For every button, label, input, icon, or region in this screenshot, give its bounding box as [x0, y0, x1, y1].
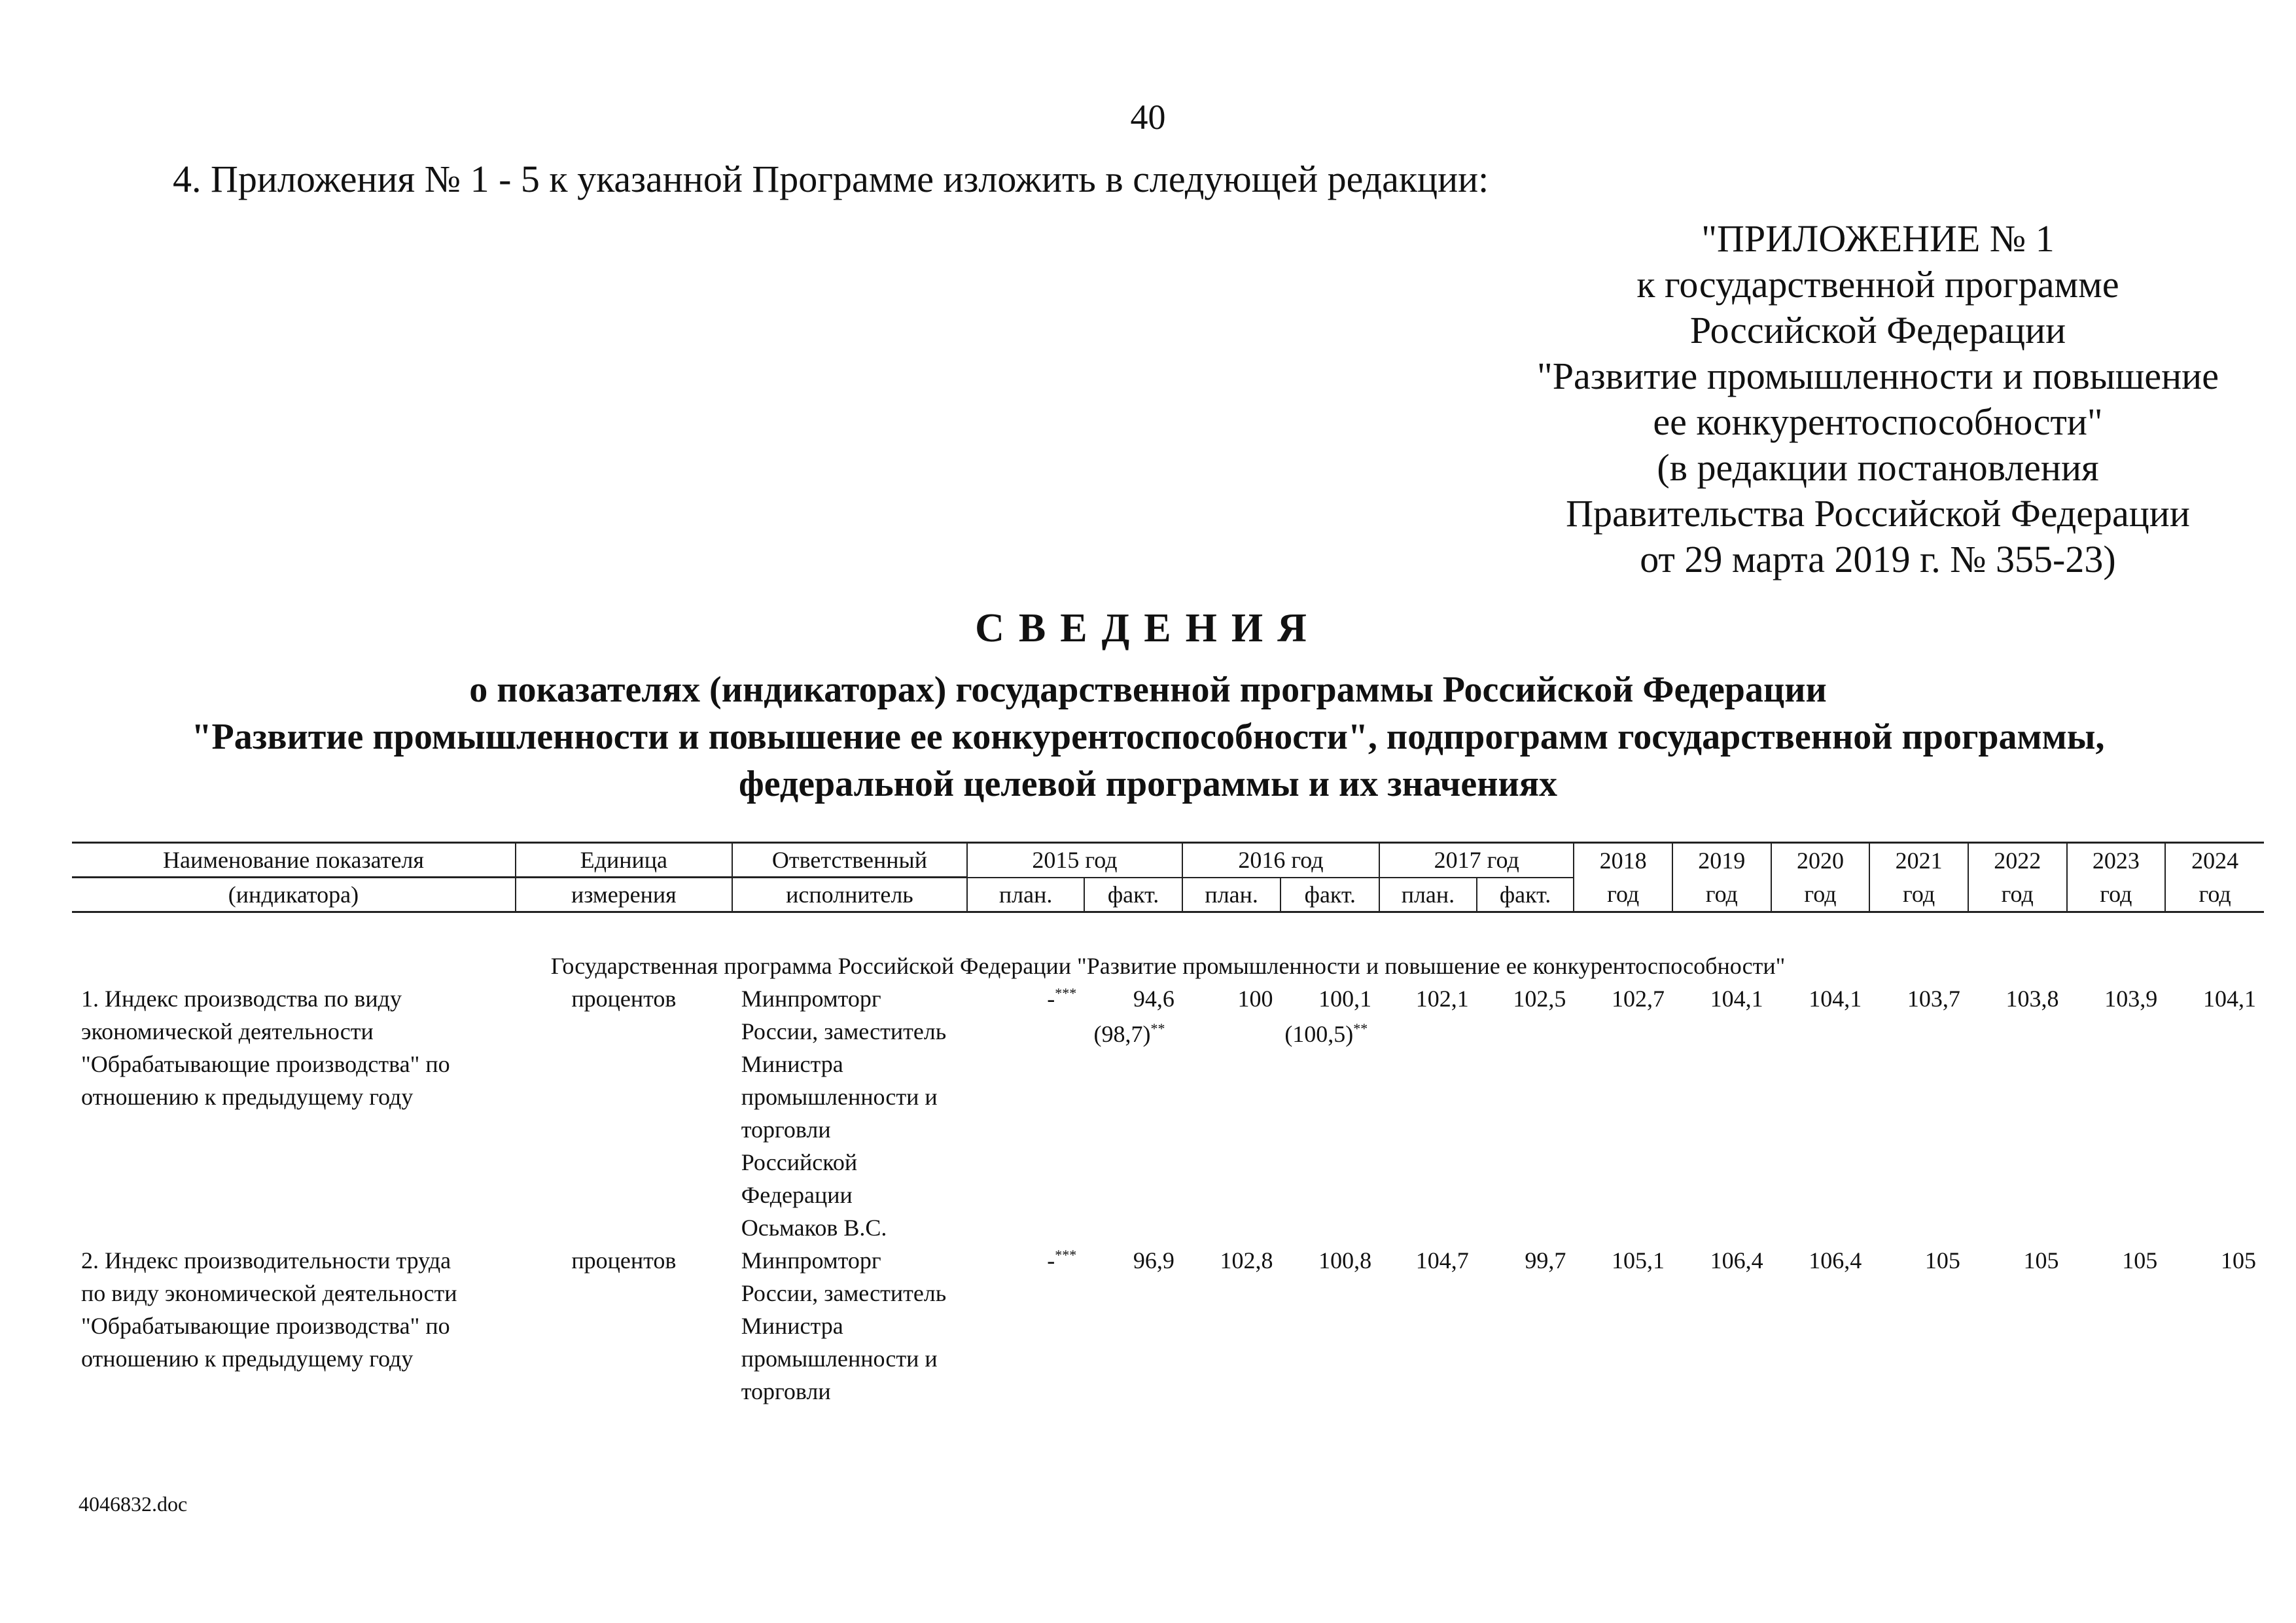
value: 94,6 [1133, 986, 1174, 1012]
unit-cell: процентов [571, 986, 677, 1012]
document-title: СВЕДЕНИЯ [975, 606, 1321, 651]
value-2022-cell: 105 [2023, 1247, 2059, 1274]
footnote-mark: ** [1353, 1020, 1368, 1037]
header-year-word: год [2067, 878, 2166, 912]
document-filename: 4046832.doc [79, 1492, 188, 1516]
header-year-2018: 2018 [1574, 843, 1672, 878]
executor-line: торговли [741, 1116, 831, 1143]
footnote-mark: ** [1150, 1020, 1165, 1037]
plan-2016-cell: 100 [1237, 986, 1273, 1012]
header-year-2022: 2022 [1968, 843, 2067, 878]
subtitle-line: федеральной целевой программы и их значениях [738, 764, 1558, 804]
executor-line: России, заместитель [741, 1280, 947, 1306]
value-2023-cell: 103,9 [2104, 986, 2158, 1012]
appendix-line: "ПРИЛОЖЕНИЕ № 1 [1701, 217, 2055, 260]
section-row [72, 950, 2264, 982]
header-year-2017: 2017 год [1379, 843, 1574, 878]
appendix-line: от 29 марта 2019 г. № 355-23) [1640, 538, 2116, 580]
indicator-name-line: 2. Индекс производительности труда [81, 1247, 451, 1274]
indicators-table [72, 842, 2264, 1408]
subtitle-line: "Развитие промышленности и повышение ее конкурентоспособности", подпрограмм государственной программы, [191, 717, 2105, 757]
header-year-word: год [1574, 878, 1672, 912]
value-2023-cell: 105 [2122, 1247, 2158, 1274]
plan-2015-cell [967, 1244, 1084, 1408]
executor-line: торговли [741, 1378, 831, 1404]
value: - [1047, 1247, 1055, 1274]
intro-paragraph: 4. Приложения № 1 - 5 к указанной Программе изложить в следующей редакции: [173, 158, 1489, 200]
table-row [72, 982, 2264, 1244]
header-executor-sub: исполнитель [732, 878, 967, 912]
indicator-name [72, 1244, 516, 1408]
header-year-2024: 2024 [2165, 843, 2264, 878]
subtitle-line: о показателях (индикаторах) государственной программы Российской Федерации [469, 669, 1827, 710]
value: (98,7) [1093, 1021, 1151, 1047]
header-unit-sub: измерения [516, 878, 732, 912]
value-2022-cell: 103,8 [2005, 986, 2059, 1012]
value-2020-cell: 104,1 [1809, 986, 1862, 1012]
header-year-2020: 2020 [1771, 843, 1870, 878]
appendix-line: Российской Федерации [1689, 309, 2066, 351]
indicator-name-line: по виду экономической деятельности [81, 1280, 457, 1306]
fact-2015-cell [1084, 982, 1182, 1244]
header-year-2015: 2015 год [967, 843, 1182, 878]
header-year-word: год [1869, 878, 1968, 912]
fact-2015-cell: 96,9 [1133, 1247, 1174, 1274]
header-year-word: год [1672, 878, 1771, 912]
executor-line: промышленности и [741, 1084, 938, 1110]
fact-2017-cell: 99,7 [1525, 1247, 1566, 1274]
value: - [1047, 986, 1055, 1012]
spacer-row [72, 912, 2264, 950]
footnote-mark: *** [1055, 985, 1077, 1001]
header-year-word: год [2165, 878, 2264, 912]
indicator-name-line: отношению к предыдущему году [81, 1084, 414, 1110]
header-plan: план. [1182, 878, 1281, 912]
indicator-name-line: "Обрабатывающие производства" по [81, 1313, 450, 1339]
header-year-2016: 2016 год [1182, 843, 1379, 878]
plan-2017-cell: 104,7 [1415, 1247, 1469, 1274]
indicator-name-line: экономической деятельности [81, 1018, 374, 1044]
value-2021-cell: 105 [1924, 1247, 1960, 1274]
value-2024-cell: 104,1 [2203, 986, 2256, 1012]
value-2018-cell: 102,7 [1611, 986, 1665, 1012]
plan-2016-cell: 102,8 [1220, 1247, 1273, 1274]
executor-line: Российской [741, 1149, 858, 1175]
indicator-name-line: отношению к предыдущему году [81, 1346, 414, 1372]
adjusted-value [1280, 1018, 1371, 1050]
header-name: Наименование показателя [72, 843, 516, 878]
header-plan: план. [967, 878, 1084, 912]
header-year-word: год [1771, 878, 1870, 912]
appendix-line: "Развитие промышленности и повышение [1537, 355, 2219, 397]
executor-cell [732, 1244, 967, 1408]
executor-line: промышленности и [741, 1346, 938, 1372]
appendix-line: к государственной программе [1636, 263, 2119, 306]
fact-2016-cell [1280, 982, 1379, 1244]
table-row [72, 1244, 2264, 1408]
fact-2016-cell: 100,8 [1318, 1247, 1372, 1274]
executor-line: Федерации [741, 1182, 853, 1208]
executor-line: Минпромторг [741, 1247, 881, 1274]
header-fact: факт. [1084, 878, 1182, 912]
fact-2017-cell: 102,5 [1513, 986, 1566, 1012]
value: (100,5) [1284, 1021, 1354, 1047]
header-executor: Ответственный [732, 843, 967, 878]
appendix-line: Правительства Российской Федерации [1566, 492, 2190, 535]
appendix-line: (в редакции постановления [1657, 446, 2099, 489]
executor-line: Министра [741, 1051, 843, 1077]
header-unit: Единица [516, 843, 732, 878]
plan-2017-cell: 102,1 [1415, 986, 1469, 1012]
appendix-heading [1525, 216, 2231, 582]
value-2020-cell: 106,4 [1809, 1247, 1862, 1274]
executor-line: Минпромторг [741, 986, 881, 1012]
header-row-top [72, 843, 2264, 878]
value-2018-cell: 105,1 [1611, 1247, 1665, 1274]
header-row-bottom [72, 878, 2264, 912]
unit-cell: процентов [571, 1247, 677, 1274]
header-year-2019: 2019 [1672, 843, 1771, 878]
value: 100,1 [1318, 986, 1372, 1012]
header-plan: план. [1379, 878, 1477, 912]
executor-line: Министра [741, 1313, 843, 1339]
header-year-2023: 2023 [2067, 843, 2166, 878]
value-2019-cell: 106,4 [1710, 1247, 1763, 1274]
page-number: 40 [1130, 98, 1166, 137]
header-year-2021: 2021 [1869, 843, 1968, 878]
plan-2015-cell [967, 982, 1084, 1244]
section-title: Государственная программа Российской Федерации "Развитие промышленности и повышение ее конкурентоспособности" [550, 953, 1786, 979]
value-2024-cell: 105 [2221, 1247, 2256, 1274]
header-fact: факт. [1280, 878, 1379, 912]
indicator-name-line: 1. Индекс производства по виду [81, 986, 402, 1012]
indicator-name [72, 982, 516, 1244]
header-fact: факт. [1477, 878, 1574, 912]
footnote-mark: *** [1055, 1247, 1077, 1263]
value-2021-cell: 103,7 [1907, 986, 1960, 1012]
indicator-name-line: "Обрабатывающие производства" по [81, 1051, 450, 1077]
header-name-sub: (индикатора) [72, 878, 516, 912]
value-2019-cell: 104,1 [1710, 986, 1763, 1012]
executor-line: Осьмаков В.С. [741, 1215, 887, 1241]
adjusted-value [1084, 1018, 1174, 1050]
executor-line: России, заместитель [741, 1018, 947, 1044]
header-year-word: год [1968, 878, 2067, 912]
appendix-line: ее конкурентоспособности" [1653, 401, 2103, 443]
executor-cell [732, 982, 967, 1244]
document-subtitle [0, 666, 2296, 808]
